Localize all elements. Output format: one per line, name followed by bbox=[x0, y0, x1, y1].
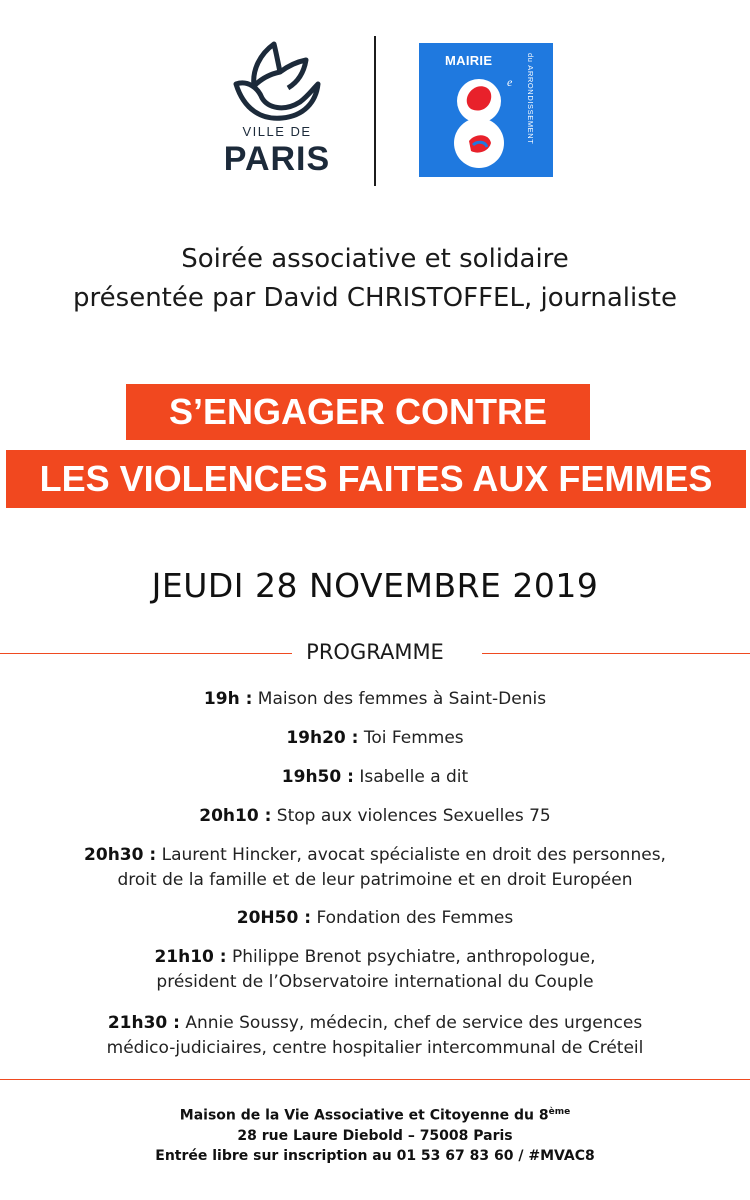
programme-desc: Maison des femmes à Saint-Denis bbox=[257, 689, 547, 709]
subtitle-line-2: présentée par David CHRISTOFFEL, journaliste bbox=[73, 283, 677, 313]
programme-desc: Stop aux violences Sexuelles 75 bbox=[276, 806, 551, 826]
footer-registration: Entrée libre sur inscription au 01 53 67 83 60 / #MVAC8 bbox=[155, 1147, 595, 1164]
mairie-8e-logo bbox=[419, 43, 553, 177]
programme-desc: Philippe Brenot psychiatre, anthropologue, bbox=[232, 947, 596, 967]
programme-item bbox=[0, 906, 750, 931]
footer-rule bbox=[0, 1079, 750, 1080]
paris-text: PARIS bbox=[223, 140, 331, 178]
footer-address-block bbox=[0, 1102, 750, 1166]
programme-time: 19h20 : bbox=[286, 728, 359, 748]
programme-desc-continued: président de l’Observatoire international du Couple bbox=[156, 972, 594, 992]
programme-item bbox=[0, 687, 750, 712]
du-text: du bbox=[526, 53, 535, 63]
mairie-text: MAIRIE bbox=[445, 53, 493, 68]
event-date: JEUDI 28 NOVEMBRE 2019 bbox=[151, 566, 599, 605]
programme-heading bbox=[0, 640, 750, 664]
arrondissement-vertical-text bbox=[523, 53, 535, 171]
programme-time: 20h30 : bbox=[84, 845, 157, 865]
logo-divider bbox=[374, 36, 376, 186]
programme-desc: Annie Soussy, médecin, chef de service des urgences bbox=[185, 1013, 643, 1033]
programme-time: 21h30 : bbox=[107, 1013, 180, 1033]
banner-line-2: LES VIOLENCES FAITES AUX FEMMES bbox=[6, 450, 746, 508]
programme-desc-continued: médico-judiciaires, centre hospitalier intercommunal de Créteil bbox=[106, 1038, 644, 1058]
programme-item bbox=[0, 1011, 750, 1061]
footer-street: 28 rue Laure Diebold – 75008 Paris bbox=[237, 1127, 513, 1144]
superscript-e: e bbox=[507, 75, 513, 89]
programme-item bbox=[0, 843, 750, 893]
programme-time: 19h : bbox=[203, 689, 253, 709]
programme-title: PROGRAMME bbox=[298, 640, 452, 664]
ville-de-paris-logo bbox=[218, 40, 336, 180]
programme-item bbox=[0, 804, 750, 829]
programme-item bbox=[0, 945, 750, 995]
programme-desc-continued: droit de la famille et de leur patrimoine et en droit Européen bbox=[117, 870, 633, 890]
footer-venue-sup: ème bbox=[548, 1107, 571, 1117]
programme-item bbox=[0, 765, 750, 790]
arrondissement-text: ARRONDISSEMENT bbox=[526, 65, 535, 145]
programme-desc: Fondation des Femmes bbox=[316, 908, 514, 928]
programme-time: 20H50 : bbox=[236, 908, 312, 928]
banner-line-1: S’ENGAGER CONTRE bbox=[126, 384, 590, 440]
programme-desc: Toi Femmes bbox=[363, 728, 464, 748]
programme-time: 19h50 : bbox=[281, 767, 354, 787]
subtitle-line-1: Soirée associative et solidaire bbox=[181, 244, 569, 274]
programme-desc: Laurent Hincker, avocat spécialiste en droit des personnes, bbox=[161, 845, 666, 865]
footer-venue: Maison de la Vie Associative et Citoyenne du 8 bbox=[179, 1107, 549, 1124]
paris-ship-icon bbox=[218, 40, 336, 122]
programme-time: 20h10 : bbox=[199, 806, 272, 826]
programme-item bbox=[0, 726, 750, 751]
programme-desc: Isabelle a dit bbox=[359, 767, 469, 787]
ville-de-text: VILLE DE bbox=[242, 124, 312, 139]
programme-time: 21h10 : bbox=[154, 947, 227, 967]
